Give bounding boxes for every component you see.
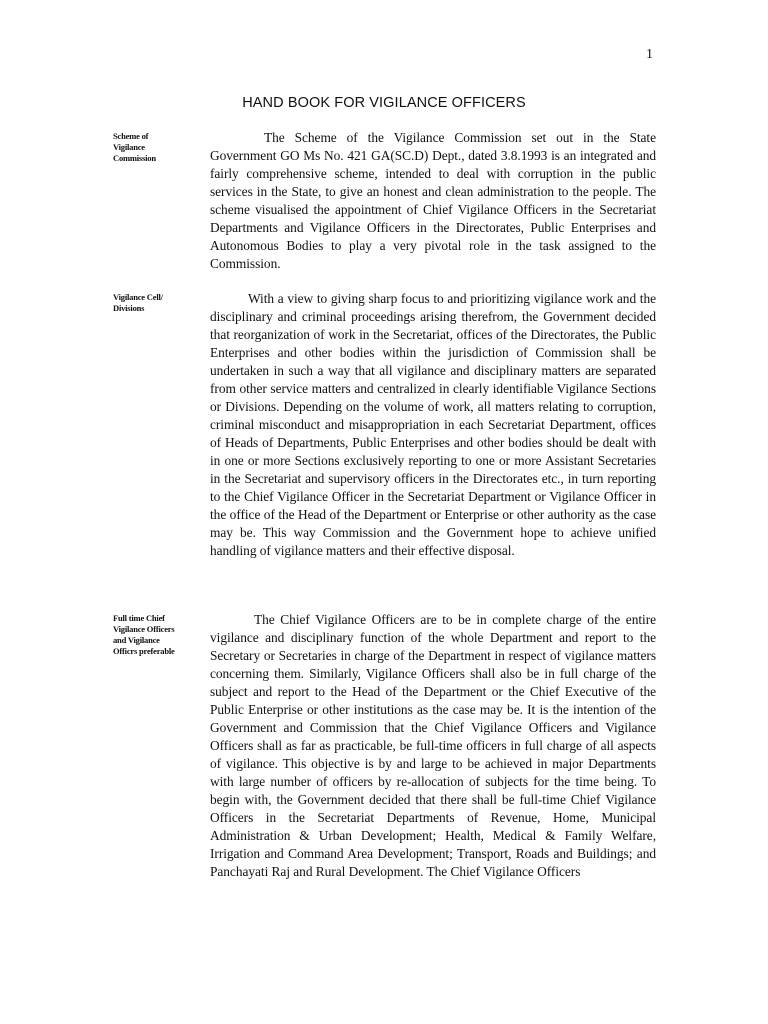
margin-label-line: Full time Chief bbox=[113, 613, 165, 623]
paragraph bbox=[210, 129, 656, 273]
margin-label-line: Vigilance Cell/ bbox=[113, 292, 163, 302]
margin-label bbox=[113, 131, 203, 164]
paragraph-text: The Scheme of the Vigilance Commission set out in the State Government GO Ms No. 421 GA(SC.D) Dept., dated 3.8.1993 is an integrated and fairly comprehensive scheme, intended to deal with corruption in the public services in the State, to give an honest and clean administration to the people. The scheme visualised the appointment of Chief Vigilance Officers in the Secretariat Departments and Vigilance Officers in the Directorates, Public Enterprises and Autonomous Bodies to play a very pivotal role in the task assigned to the Commission. bbox=[210, 130, 656, 271]
margin-label-line: Divisions bbox=[113, 303, 145, 313]
paragraph-text: With a view to giving sharp focus to and prioritizing vigilance work and the disciplinary and criminal proceedings arising therefrom, the Government decided that reorganization of work in the Secretariat, offices of the Directorates, the Public Enterprises and other bodies within the jurisdiction of Commission shall be undertaken in such a way that all vigilance and disciplinary matters are separated from other service matters and centralized in clearly identifiable Vigilance Sections or Divisions. Depending on the volume of work, all matters relating to corruption, criminal misconduct and misappropriation in each Secretariat Department, offices of Heads of Departments, Public Enterprises and other bodies should be dealt with in one or more Sections exclusively reporting to one or more Assistant Secretaries in the Secretariat and supervisory officers in the Directorates etc., in turn reporting to the Chief Vigilance Officer in the Secretariat Department or Vigilance Officer in the office of the Head of the Department or Enterprise or other authority as the case may be. This way Commission and the Government hope to achieve unified handling of vigilance matters and their effective disposal. bbox=[210, 291, 656, 558]
margin-label bbox=[113, 292, 203, 314]
margin-label-line: Commission bbox=[113, 153, 156, 163]
margin-label-line: Officrs preferable bbox=[113, 646, 175, 656]
paragraph-text: The Chief Vigilance Officers are to be in complete charge of the entire vigilance and disciplinary function of the whole Department and report to the Secretary or Secretaries in charge of the Department in respect of vigilance matters concerning them. Similarly, Vigilance Officers shall also be in full charge of the subject and report to the Head of the Department or the Chief Executive of the Public Enterprise or other institutions as the case may be. It is the intention of the Government and Commission that the Chief Vigilance Officers and Vigilance Officers shall as far as practicable, be full-time officers in full charge of all aspects of vigilance. This objective is by and large to be achieved in major Departments with large number of officers by re-allocation of subjects for the time being. To begin with, the Government decided that there shall be full-time Chief Vigilance Officers in the Secretariat Departments of Revenue, Home, Municipal Administration & Urban Development; Health, Medical & Family Welfare, Irrigation and Command Area Development; Transport, Roads and Buildings; and Panchayati Raj and Rural Development. The Chief Vigilance Officers bbox=[210, 612, 656, 879]
document-title: HAND BOOK FOR VIGILANCE OFFICERS bbox=[242, 95, 526, 111]
margin-label-line: Vigilance Officers bbox=[113, 624, 175, 634]
margin-label-line: Vigilance bbox=[113, 142, 145, 152]
margin-label bbox=[113, 613, 203, 657]
page-number: 1 bbox=[646, 47, 653, 62]
margin-label-line: Scheme of bbox=[113, 131, 149, 141]
paragraph bbox=[210, 290, 656, 560]
paragraph bbox=[210, 611, 656, 923]
margin-label-line: and Vigilance bbox=[113, 635, 160, 645]
